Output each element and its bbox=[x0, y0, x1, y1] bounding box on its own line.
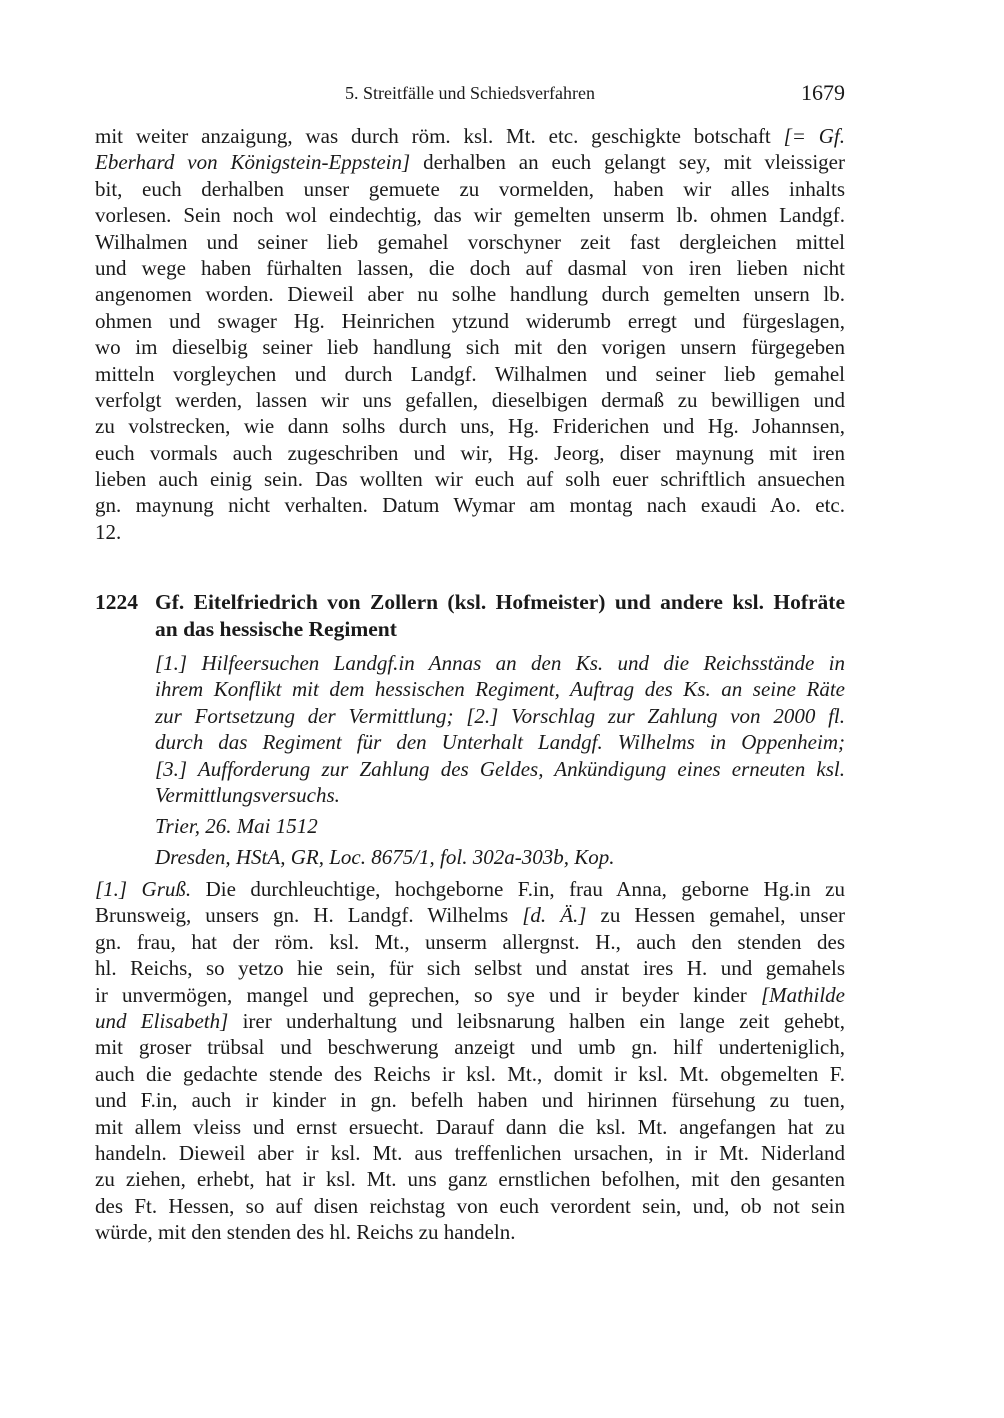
text-line bbox=[95, 929, 845, 955]
text-segment: Die durchleuchtige, hochgeborne F.in, frau Anna, geborne Hg.in zu bbox=[191, 877, 845, 901]
text-segment: handeln. Dieweil aber ir ksl. Mt. aus treffenlichen ursachen, in ir Mt. Niderland bbox=[95, 1140, 845, 1165]
text-segment: auch die gedachte stende des Reichs ir ksl. Mt., domit ir ksl. Mt. obgemelten F. bbox=[95, 1061, 845, 1086]
paragraph-continued-letter bbox=[95, 123, 845, 545]
italic-text-segment: und Elisabeth] bbox=[95, 1008, 229, 1033]
document-summary bbox=[155, 650, 845, 808]
text-line bbox=[95, 281, 845, 307]
text-line bbox=[95, 1008, 845, 1034]
text-segment: ihrem Konflikt mit dem hessischen Regiment, Auftrag des Ks. an seine Räte bbox=[155, 677, 845, 702]
text-line bbox=[95, 492, 845, 518]
text-segment: und wege haben fürhalten lassen, die doch auf dasmal von iren lieben nicht bbox=[95, 255, 845, 280]
text-segment: würde, mit den stenden des hl. Reichs zu handeln. bbox=[95, 1220, 516, 1245]
text-segment: zur Fortsetzung der Vermittlung; [2.] Vorschlag zur Zahlung von 2000 fl. bbox=[155, 703, 845, 728]
text-segment: gn. maynung nicht verhalten. Datum Wymar am montag nach exaudi Ao. etc. bbox=[95, 493, 845, 518]
paragraph-document-text bbox=[95, 876, 845, 1245]
text-line bbox=[95, 1140, 845, 1166]
text-line bbox=[95, 149, 845, 175]
text-segment: bit, euch derhalben unser gemuete zu vormelden, haben wir alles inhalts bbox=[95, 176, 845, 201]
text-line bbox=[95, 440, 845, 466]
text-line bbox=[155, 703, 845, 729]
text-segment: derhalben an euch gelangt sey, mit vleissiger bbox=[410, 150, 845, 175]
text-segment: zu ziehen, erhebt, hat ir ksl. Mt. uns ganz ernstlichen befolhen, mit den gesanten bbox=[95, 1167, 845, 1192]
text-line bbox=[155, 756, 845, 782]
text-segment: zu volstrecken, wie dann solhs durch uns, Hg. Friderichen und Hg. Johannsen, bbox=[95, 414, 845, 439]
document-title bbox=[155, 589, 845, 643]
text-segment: zu Hessen gemahel, unser bbox=[586, 903, 846, 928]
text-segment: [3.] Aufforderung zur Zahlung des Geldes, Ankündigung eines erneuten ksl. bbox=[155, 756, 845, 781]
text-segment: gn. frau, hat der röm. ksl. Mt., unserm allergnst. H., auch den stenden des bbox=[95, 929, 845, 954]
text-line bbox=[95, 255, 845, 281]
text-line bbox=[155, 729, 845, 755]
text-line bbox=[95, 229, 845, 255]
text-line bbox=[95, 1114, 845, 1140]
text-line bbox=[95, 519, 845, 545]
text-segment: Brunsweig, unsers gn. H. Landgf. Wilhelms bbox=[95, 903, 523, 928]
text-line bbox=[95, 1166, 845, 1192]
document-source: Dresden, HStA, GR, Loc. 8675/1, fol. 302a-303b, Kop. bbox=[155, 845, 615, 869]
document-heading bbox=[95, 589, 845, 643]
text-segment: lieben auch einig sein. Das wollten wir euch auf solh euer schriftlich ansuechen bbox=[95, 467, 845, 492]
text-line bbox=[95, 176, 845, 202]
document-date: Trier, 26. Mai 1512 bbox=[155, 814, 318, 838]
text-segment: angenomen worden. Dieweil aber nu solhe handlung durch gemelten unsern lb. bbox=[95, 282, 845, 307]
italic-text-segment: [= Gf. bbox=[783, 124, 846, 148]
text-line bbox=[95, 1034, 845, 1060]
text-segment: durch das Regiment für den Unterhalt Landgf. Wilhelms in Oppenheim; bbox=[155, 730, 845, 755]
text-segment: wo im dieselbig seiner lieb handlung sich mit den vorigen unsern fürgegeben bbox=[95, 335, 845, 360]
text-line bbox=[155, 676, 845, 702]
text-segment: verfolgt werden, lassen wir uns gefallen, dieselbigen dermaß zu bewilligen und bbox=[95, 387, 845, 412]
text-segment: mit weiter anzaigung, was durch röm. ksl. Mt. etc. geschigkte botschaft bbox=[95, 124, 784, 148]
text-segment: Wilhalmen und seiner lieb gemahel vorschyner zeit fast dergleichen mittel bbox=[95, 229, 845, 254]
text-segment: vorlesen. Sein noch wol eindechtig, das wir gemelten unserm lb. ohmen Landgf. bbox=[95, 203, 845, 228]
text-line bbox=[95, 361, 845, 387]
running-header bbox=[95, 80, 845, 106]
italic-text-segment: [Mathilde bbox=[761, 982, 845, 1007]
text-line bbox=[95, 1061, 845, 1087]
text-segment: ir unvermögen, mangel und geprechen, so sye und ir beyder kinder bbox=[95, 982, 761, 1007]
document-title-line: Gf. Eitelfriedrich von Zollern (ksl. Hofmeister) und andere ksl. Hofräte bbox=[155, 590, 845, 614]
text-line bbox=[95, 308, 845, 334]
section-title: 5. Streitfälle und Schiedsverfahren bbox=[345, 83, 595, 103]
text-line bbox=[95, 202, 845, 228]
text-line bbox=[95, 1193, 845, 1219]
text-line bbox=[95, 123, 845, 149]
text-segment: euch vormals auch zugeschriben und wir, Hg. Jeorg, diser maynung mit iren bbox=[95, 440, 845, 465]
text-segment: des Ft. Hessen, so auf disen reichstag von euch verordent sein, und, ob not sein bbox=[95, 1193, 845, 1218]
text-line bbox=[95, 1087, 845, 1113]
text-line bbox=[95, 387, 845, 413]
text-line bbox=[155, 650, 845, 676]
text-segment: mit groser trübsal und beschwerung anzeigt und umb gn. hilf underteniglich, bbox=[95, 1035, 845, 1060]
text-segment: irer underhaltung und leibsnarung halben ein lange zeit gehebt, bbox=[228, 1008, 845, 1033]
italic-text-segment: Eberhard von Königstein-Eppstein] bbox=[95, 150, 411, 175]
document-title-line: an das hessische Regiment bbox=[155, 617, 397, 641]
text-line bbox=[95, 413, 845, 439]
text-line bbox=[95, 955, 845, 981]
text-segment: [1.] Hilfeersuchen Landgf.in Annas an den Ks. und die Reichsstände in bbox=[155, 651, 845, 675]
text-line bbox=[95, 466, 845, 492]
text-segment: Vermittlungsversuchs. bbox=[155, 782, 340, 807]
document-number: 1224 bbox=[95, 590, 138, 614]
italic-text-segment: [1.] Gruß. bbox=[95, 877, 192, 901]
text-line bbox=[95, 902, 845, 928]
text-segment: mitteln vorgleychen und durch Landgf. Wilhalmen und seiner lieb gemahel bbox=[95, 361, 845, 386]
text-line bbox=[95, 1219, 845, 1245]
text-segment: ohmen und swager Hg. Heinrichen ytzund widerumb erregt und fürgeslagen, bbox=[95, 308, 845, 333]
text-segment: hl. Reichs, so yetzo hie sein, für sich selbst und anstat ires H. und gemahels bbox=[95, 956, 845, 981]
text-line bbox=[95, 334, 845, 360]
page-number: 1679 bbox=[801, 80, 845, 105]
italic-text-segment: [d. Ä.] bbox=[522, 903, 587, 928]
text-segment: 12. bbox=[95, 519, 122, 544]
text-segment: mit allem vleiss und ernst ersuecht. Darauf dann die ksl. Mt. angefangen hat zu bbox=[95, 1114, 845, 1139]
text-line bbox=[95, 982, 845, 1008]
text-segment: und F.in, auch ir kinder in gn. befelh haben und hirinnen fürsehung zu tuen, bbox=[95, 1088, 845, 1113]
text-line bbox=[95, 876, 845, 902]
text-line bbox=[155, 782, 845, 808]
